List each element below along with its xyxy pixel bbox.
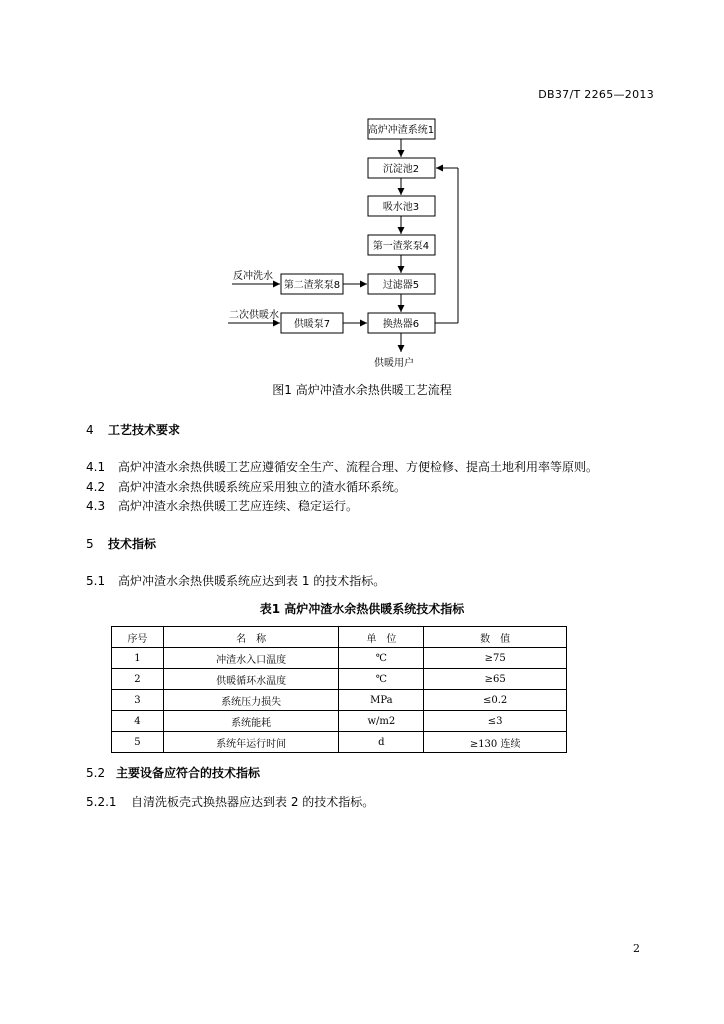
clause-5-2-1 xyxy=(86,793,374,810)
flow-node-3-label: 吸水池3 xyxy=(382,202,420,213)
cell-index: 3 xyxy=(112,690,164,711)
section-title: 工艺技术要求 xyxy=(108,423,181,437)
table-row xyxy=(112,669,567,690)
flow-node-7-label: 供暖泵7 xyxy=(293,319,331,330)
clause-text: 高炉冲渣水余热供暖工艺应遵循安全生产、流程合理、方便检修、提高土地利用率等原则。 xyxy=(118,460,599,474)
page-number: 2 xyxy=(633,942,640,955)
clause-number: 5.1 xyxy=(86,574,106,588)
input-secondary-label: 二次供暖水 xyxy=(229,310,279,321)
cell-unit: d xyxy=(339,732,424,753)
header-cell-value: 数 值 xyxy=(424,627,567,648)
section-4-heading xyxy=(86,421,180,438)
input-backwash-label: 反冲洗水 xyxy=(233,271,273,282)
table-row xyxy=(112,648,567,669)
flow-node-5-label: 过滤器5 xyxy=(382,280,420,291)
cell-index: 2 xyxy=(112,669,164,690)
document-code: DB37/T 2265—2013 xyxy=(538,88,654,101)
cell-index: 1 xyxy=(112,648,164,669)
section-number: 4 xyxy=(86,423,94,437)
cell-name: 供暖循环水温度 xyxy=(163,669,339,690)
cell-value: ≥65 xyxy=(424,669,567,690)
figure-caption: 图1 高炉冲渣水余热供暖工艺流程 xyxy=(272,383,452,397)
cell-name: 冲渣水入口温度 xyxy=(163,648,339,669)
cell-unit: ℃ xyxy=(339,669,424,690)
cell-unit: ℃ xyxy=(339,648,424,669)
cell-unit: w/m2 xyxy=(339,711,424,732)
clause-4-1 xyxy=(86,458,598,475)
clause-number: 5.2.1 xyxy=(86,795,117,809)
clause-4-3 xyxy=(86,497,358,514)
table-header-row xyxy=(112,627,567,648)
cell-value: ≥75 xyxy=(424,648,567,669)
table-row xyxy=(112,690,567,711)
flow-node-8-label: 第二渣浆泵8 xyxy=(283,280,341,291)
clause-text: 自清洗板壳式换热器应达到表 2 的技术指标。 xyxy=(131,795,375,809)
cell-name: 系统年运行时间 xyxy=(163,732,339,753)
clause-text: 高炉冲渣水余热供暖工艺应连续、稳定运行。 xyxy=(118,499,359,513)
table-1-caption: 表1 高炉冲渣水余热供暖系统技术指标 xyxy=(259,602,465,616)
flow-node-6-label: 换热器6 xyxy=(382,319,420,330)
cell-name: 系统压力损失 xyxy=(163,690,339,711)
header-cell-unit: 单 位 xyxy=(339,627,424,648)
clause-5-1 xyxy=(86,572,385,589)
clause-4-2 xyxy=(86,478,406,495)
clause-number: 4.1 xyxy=(86,460,106,474)
clause-number: 4.2 xyxy=(86,480,106,494)
section-title: 主要设备应符合的技术指标 xyxy=(116,766,261,780)
cell-unit: MPa xyxy=(339,690,424,711)
flow-node-1-label: 高炉冲渣系统1 xyxy=(367,125,435,136)
clause-text: 高炉冲渣水余热供暖系统应达到表 1 的技术指标。 xyxy=(118,574,386,588)
flow-node-2-label: 沉淀池2 xyxy=(382,164,420,175)
cell-value: ≤3 xyxy=(424,711,567,732)
section-number: 5 xyxy=(86,537,94,551)
table-1 xyxy=(111,626,567,753)
section-title: 技术指标 xyxy=(108,537,157,551)
flow-node-4-label: 第一渣浆泵4 xyxy=(372,241,430,252)
cell-index: 4 xyxy=(112,711,164,732)
cell-value: ≤0.2 xyxy=(424,690,567,711)
process-flow-diagram xyxy=(0,0,724,380)
header-cell-name: 名 称 xyxy=(163,627,339,648)
cell-index: 5 xyxy=(112,732,164,753)
clause-number: 4.3 xyxy=(86,499,106,513)
header-cell-index: 序号 xyxy=(112,627,164,648)
section-5-2-heading xyxy=(86,764,260,781)
cell-value: ≥130 连续 xyxy=(424,732,567,753)
section-number: 5.2 xyxy=(86,766,106,780)
table-row xyxy=(112,732,567,753)
clause-text: 高炉冲渣水余热供暖系统应采用独立的渣水循环系统。 xyxy=(118,480,407,494)
section-5-heading xyxy=(86,535,156,552)
table-row xyxy=(112,711,567,732)
cell-name: 系统能耗 xyxy=(163,711,339,732)
output-label: 供暖用户 xyxy=(374,358,414,369)
